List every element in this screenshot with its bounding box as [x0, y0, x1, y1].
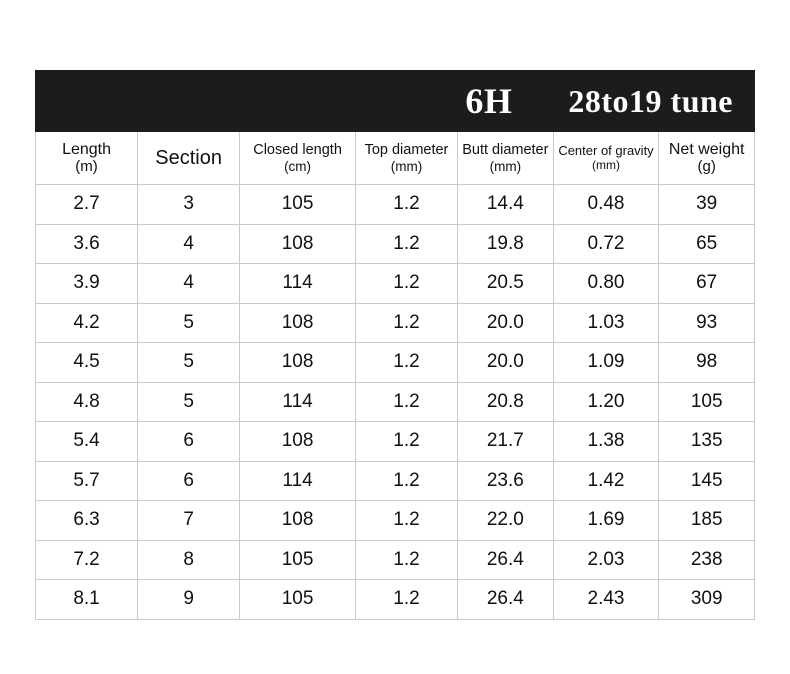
- table-cell: 1.2: [355, 343, 457, 383]
- table-cell: 7: [138, 501, 240, 541]
- table-cell: 6: [138, 422, 240, 462]
- table-cell: 238: [659, 540, 755, 580]
- table-cell: 4: [138, 264, 240, 304]
- spec-table-container: [35, 70, 755, 620]
- table-cell: 23.6: [458, 461, 554, 501]
- table-cell: 105: [240, 185, 356, 225]
- table-cell: 2.03: [553, 540, 659, 580]
- table-cell: 3: [138, 185, 240, 225]
- table-cell: 1.2: [355, 501, 457, 541]
- table-cell: 98: [659, 343, 755, 383]
- table-cell: 39: [659, 185, 755, 225]
- table-cell: 114: [240, 382, 356, 422]
- table-cell: 1.2: [355, 224, 457, 264]
- table-cell: 26.4: [458, 580, 554, 620]
- table-cell: 108: [240, 224, 356, 264]
- table-cell: 7.2: [36, 540, 138, 580]
- table-cell: 114: [240, 264, 356, 304]
- tune-label: 28to19 tune: [568, 82, 733, 119]
- table-cell: 114: [240, 461, 356, 501]
- table-cell: 1.2: [355, 264, 457, 304]
- table-row: [36, 501, 755, 541]
- table-row: [36, 382, 755, 422]
- table-cell: 5: [138, 343, 240, 383]
- column-header-closed-length: [240, 132, 356, 185]
- table-cell: 105: [240, 540, 356, 580]
- table-cell: 5.7: [36, 461, 138, 501]
- column-header-closed-length-label: Closed length: [253, 142, 342, 159]
- column-header-net-weight: [659, 132, 755, 185]
- table-cell: 0.48: [553, 185, 659, 225]
- table-cell: 0.72: [553, 224, 659, 264]
- table-cell: 3.6: [36, 224, 138, 264]
- column-header-length: [36, 132, 138, 185]
- column-header-center-of-gravity-label: Center of gravity: [558, 143, 654, 158]
- table-row: [36, 422, 755, 462]
- table-cell: 1.2: [355, 185, 457, 225]
- column-header-length-unit: (m): [75, 157, 98, 175]
- column-header-butt-diameter-unit: (mm): [489, 158, 522, 174]
- column-header-butt-diameter: [458, 132, 554, 185]
- table-cell: 8: [138, 540, 240, 580]
- column-header-section-label: Section: [155, 146, 222, 169]
- table-cell: 108: [240, 501, 356, 541]
- table-cell: 9: [138, 580, 240, 620]
- table-cell: 19.8: [458, 224, 554, 264]
- table-cell: 3.9: [36, 264, 138, 304]
- table-cell: 5: [138, 382, 240, 422]
- table-cell: 309: [659, 580, 755, 620]
- specification-table: [35, 132, 755, 620]
- table-header-banner: [35, 70, 755, 132]
- table-cell: 8.1: [36, 580, 138, 620]
- table-cell: 93: [659, 303, 755, 343]
- table-row: [36, 461, 755, 501]
- column-header-top-diameter: [355, 132, 457, 185]
- table-cell: 20.0: [458, 303, 554, 343]
- table-row: [36, 264, 755, 304]
- table-cell: 20.0: [458, 343, 554, 383]
- table-cell: 1.2: [355, 540, 457, 580]
- table-cell: 6: [138, 461, 240, 501]
- table-body: [36, 185, 755, 620]
- column-header-top-diameter-unit: (mm): [390, 158, 423, 174]
- table-cell: 4.8: [36, 382, 138, 422]
- table-cell: 20.5: [458, 264, 554, 304]
- table-row: [36, 343, 755, 383]
- table-cell: 6.3: [36, 501, 138, 541]
- table-cell: 4.2: [36, 303, 138, 343]
- table-row: [36, 224, 755, 264]
- table-cell: 1.2: [355, 382, 457, 422]
- table-cell: 5: [138, 303, 240, 343]
- table-cell: 1.42: [553, 461, 659, 501]
- table-cell: 105: [240, 580, 356, 620]
- table-cell: 1.2: [355, 580, 457, 620]
- table-cell: 67: [659, 264, 755, 304]
- column-header-net-weight-unit: (g): [697, 157, 716, 175]
- table-cell: 4.5: [36, 343, 138, 383]
- column-header-net-weight-label: Net weight: [668, 140, 745, 158]
- table-cell: 1.09: [553, 343, 659, 383]
- table-cell: 5.4: [36, 422, 138, 462]
- table-row: [36, 303, 755, 343]
- column-header-closed-length-unit: (cm): [284, 158, 312, 174]
- table-cell: 108: [240, 303, 356, 343]
- table-cell: 1.69: [553, 501, 659, 541]
- table-cell: 1.38: [553, 422, 659, 462]
- table-cell: 22.0: [458, 501, 554, 541]
- table-cell: 4: [138, 224, 240, 264]
- table-cell: 105: [659, 382, 755, 422]
- model-label: 6H: [465, 81, 513, 121]
- table-cell: 21.7: [458, 422, 554, 462]
- table-cell: 1.2: [355, 422, 457, 462]
- table-row: [36, 540, 755, 580]
- column-header-center-of-gravity: [553, 132, 659, 185]
- table-row: [36, 185, 755, 225]
- table-cell: 135: [659, 422, 755, 462]
- column-header-length-label: Length: [62, 140, 112, 158]
- column-header-top-diameter-label: Top diameter: [364, 142, 449, 159]
- table-cell: 1.20: [553, 382, 659, 422]
- table-cell: 1.2: [355, 461, 457, 501]
- table-cell: 65: [659, 224, 755, 264]
- column-header-center-of-gravity-unit: (mm): [592, 157, 620, 172]
- column-header-section: [138, 132, 240, 185]
- column-header-butt-diameter-label: Butt diameter: [462, 142, 549, 159]
- table-cell: 26.4: [458, 540, 554, 580]
- table-cell: 1.03: [553, 303, 659, 343]
- table-cell: 1.2: [355, 303, 457, 343]
- table-cell: 2.7: [36, 185, 138, 225]
- table-cell: 185: [659, 501, 755, 541]
- table-cell: 108: [240, 343, 356, 383]
- table-header-row-group: [36, 132, 755, 185]
- table-header-row: [36, 132, 755, 185]
- table-cell: 14.4: [458, 185, 554, 225]
- table-cell: 0.80: [553, 264, 659, 304]
- table-cell: 108: [240, 422, 356, 462]
- table-row: [36, 580, 755, 620]
- table-cell: 2.43: [553, 580, 659, 620]
- table-cell: 145: [659, 461, 755, 501]
- table-cell: 20.8: [458, 382, 554, 422]
